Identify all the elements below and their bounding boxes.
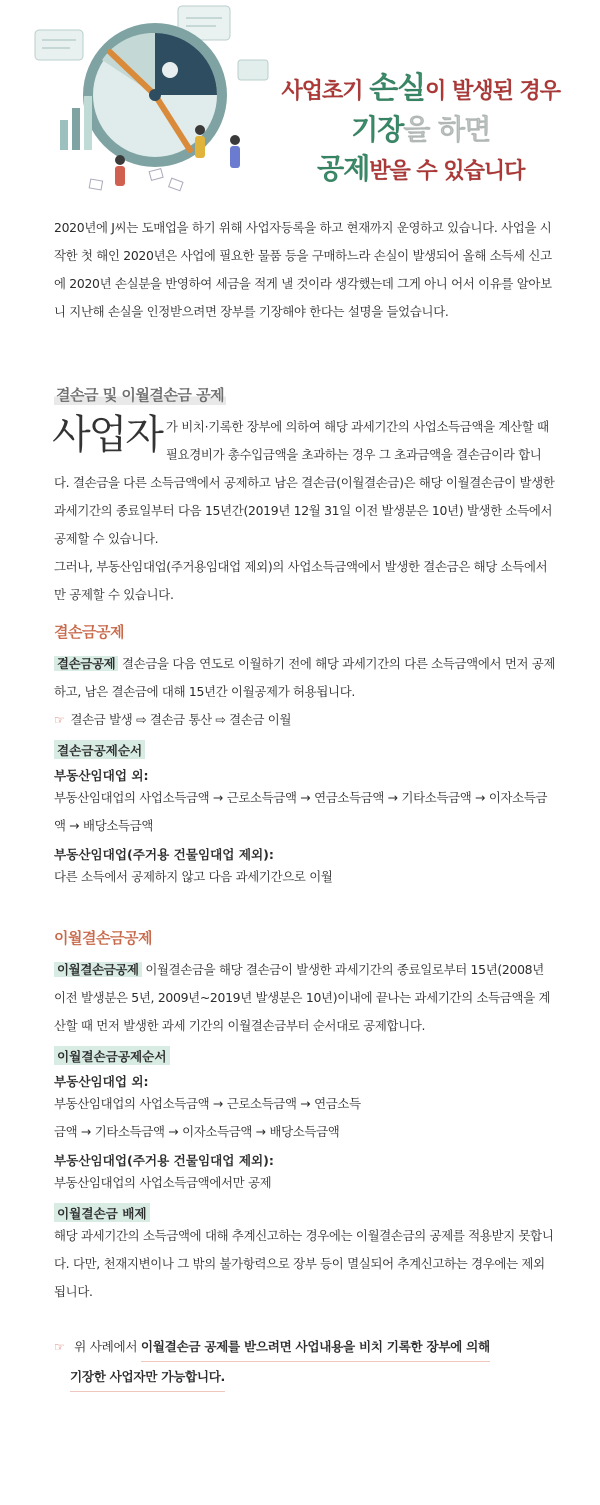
carryover-case2-text: 부동산임대업의 사업소득금액에서만 공제 [54,1175,272,1190]
deficit-case1-label: 부동산임대업 외: [54,768,149,783]
carryover-exclude-label: 이월결손금 배제 [54,1203,150,1222]
hero-title-line3: 공제받을 수 있습니다 [317,151,525,185]
carryover-lead-label: 이월결손금공제 [54,962,142,977]
deficit-case2-label: 부동산임대업(주거용 건물임대업 제외): [54,847,274,862]
pointing-hand-icon: ☞ [54,713,65,727]
deficit-case2-text: 다른 소득에서 공제하지 않고 다음 과세기간으로 이월 [54,869,333,884]
subsection-title-carryover: 이월결손금공제 [54,929,152,947]
deficit-case1-text: 부동산임대업의 사업소득금액 → 근로소득금액 → 연금소득금액 → 기타소득금액 → 이자소득금액 → 배당소득금액 [54,790,548,833]
hero-banner [0,0,600,205]
deficit-lead: 결손금공제 결손금을 다음 연도로 이월하기 전에 해당 과세기간의 다른 소득금액에서 먼저 공제하고, 남은 결손금에 대해 15년간 이월공제가 허용됩니다. [54,656,556,699]
dropcap: 사업자 [52,412,162,458]
deficit-lead-label: 결손금공제 [54,656,118,671]
pointing-hand-icon: ☞ [54,1340,65,1354]
conclusion-line1: 이월결손금 공제를 받으려면 사업내용을 비치 기록한 장부에 의해 [141,1332,490,1362]
carryover-order-label: 이월결손금공제순서 [54,1046,170,1065]
conclusion: ☞ 위 사례에서 이월결손금 공제를 받으려면 사업내용을 비치 기록한 장부에 의해 기장한 사업자만 가능합니다. [54,1332,556,1392]
clock-illustration [30,0,290,205]
carryover-case1-text-b: 금액 → 기타소득금액 → 이자소득금액 → 배당소득금액 [54,1124,340,1139]
conclusion-line2: 기장한 사업자만 가능합니다. [70,1362,225,1392]
carryover-exclude-text: 해당 과세기간의 소득금액에 대해 추계신고하는 경우에는 이월결손금의 공제를 적용받지 못합니다. 다만, 천재지변이나 그 밖의 불가항력으로 장부 등이 멸실되어 추계신고하는 경우에는 제외됩니다. [54,1228,554,1299]
hero-title-line1: 사업초기 손실이 발생된 경우 [281,71,560,106]
intro-paragraph: 2020년에 J씨는 도매업을 하기 위해 사업자등록을 하고 현재까지 운영하고 있습니다. 사업을 시작한 첫 해인 2020년은 사업에 필요한 물품 등을 구매하느라 손실이 발생되어 올해 소득세 신고에 2020년 손실분을 반영하여 세금을 적게 낼 것이라 생각했는데 그게 아니 어서 이유를 알아보니 지난해 손실을 인정받으려면 장부를 기장해야 한다는 설명을 들었습니다. [54,220,552,319]
article-body [54,214,556,1392]
carryover-case1-label: 부동산임대업 외: [54,1074,149,1089]
section1-paragraph-2: 그러나, 부동산임대업(주거용임대업 제외)의 사업소득금액에서 발생한 결손금은 해당 소득에서만 공제할 수 있습니다. [54,559,548,602]
section1-paragraph: 사업자 가 비치·기록한 장부에 의하여 해당 과세기간의 사업소득금액을 계산할 때 필요경비가 총수입금액을 초과하는 경우 그 초과금액을 결손금이라 합니다. 결손금을 다른 소득금액에서 공제하고 남은 결손금(이월결손금)은 해당 이월결손금이 발생한 과세기간의 종료일부터 다음 15년간(2019년 12월 31일 이전 발생분은 10년) 발생한 소득에서 공제할 수 있습니다. [52,412,555,546]
deficit-flow: ☞ 결손금 발생 ⇨ 결손금 통산 ⇨ 결손금 이월 [54,712,292,727]
carryover-case1-text-a: 부동산임대업의 사업소득금액 → 근로소득금액 → 연금소득 [54,1096,361,1111]
hero-title-line2: 기장을 하면 [351,112,491,146]
subsection-title-deficit: 결손금공제 [54,623,124,641]
deficit-order-label: 결손금공제순서 [54,740,145,759]
carryover-case2-label: 부동산임대업(주거용 건물임대업 제외): [54,1153,274,1168]
hero-title [282,70,560,186]
section-title-deficit-deduction: 결손금 및 이월결손금 공제 [56,386,225,404]
carryover-lead: 이월결손금공제 이월결손금을 해당 결손금이 발생한 과세기간의 종료일로부터 15년(2008년 이전 발생분은 5년, 2009년~2019년 발생분은 10년)이내에 끝나는 과세기간의 소득금액을 계산할 때 먼저 발생한 과세 기간의 이월결손금부터 순서대로 공제합니다. [54,962,551,1033]
